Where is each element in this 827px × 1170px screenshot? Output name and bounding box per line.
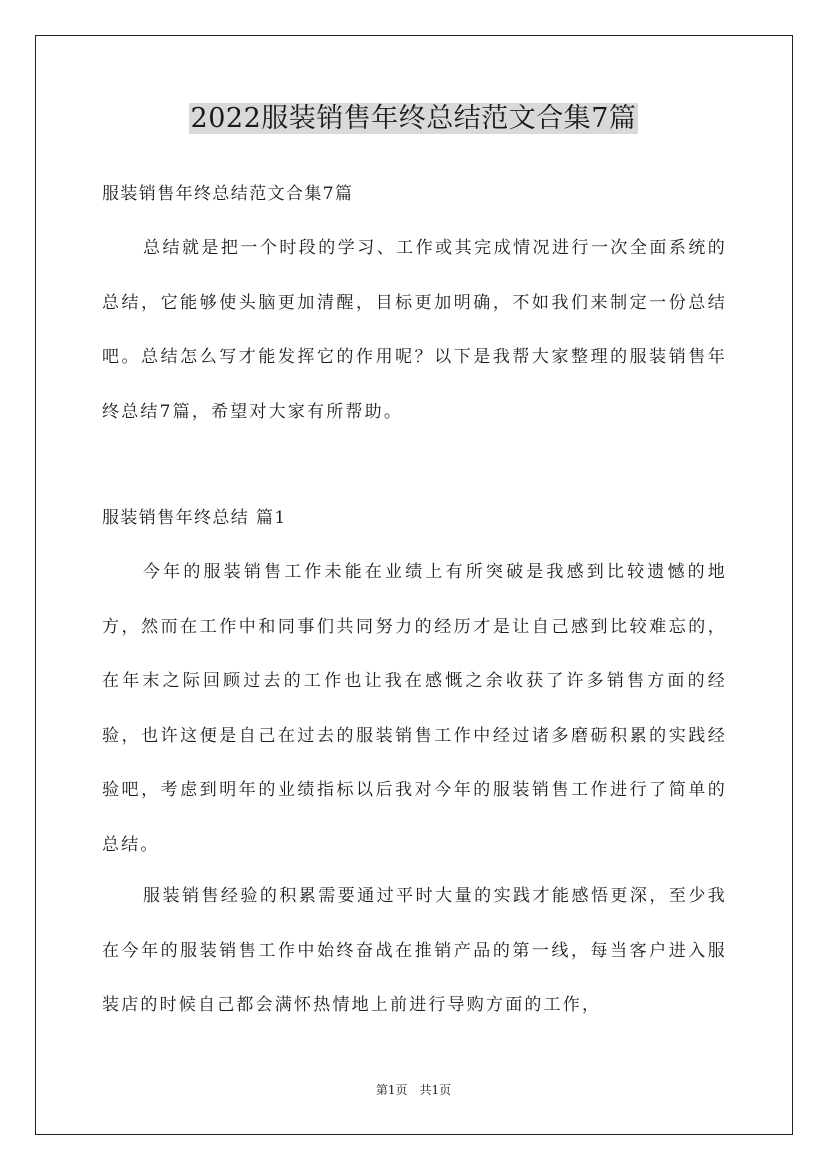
body-paragraph: 今年的服装销售工作未能在业绩上有所突破是我感到比较遗憾的地方，然而在工作中和同事们共同努力的经历才是让自己感到比较难忘的，在年末之际回顾过去的工作也让我在感慨之余收获了许多销售方面的经验，也许这便是自己在过去的服装销售工作中经过诸多磨砺积累的实践经验吧，考虑到明年的业绩指标以后我对今年的服装销售工作进行了简单的总结。 (102, 562, 727, 855)
document-title (0, 99, 827, 139)
body-paragraph: 服装销售经验的积累需要通过平时大量的实践才能感悟更深，至少我在今年的服装销售工作中始终奋战在推销产品的第一线，每当客户进入服装店的时候自己都会满怀热情地上前进行导购方面的工作， (102, 886, 727, 1015)
section-heading: 服装销售年终总结 篇1 (102, 508, 287, 528)
page-footer: 第1页 共1页 (375, 1083, 452, 1097)
intro-paragraph: 总结就是把一个时段的学习、工作或其完成情况进行一次全面系统的总结，它能够使头脑更加清醒，目标更加明确，不如我们来制定一份总结吧。总结怎么写才能发挥它的作用呢？以下是我帮大家整理的服装销售年终总结7篇，希望对大家有所帮助。 (102, 238, 727, 422)
document-title-text: 2022服装销售年终总结范文合集7篇 (190, 103, 637, 134)
document-subtitle: 服装销售年终总结范文合集7篇 (102, 184, 354, 204)
